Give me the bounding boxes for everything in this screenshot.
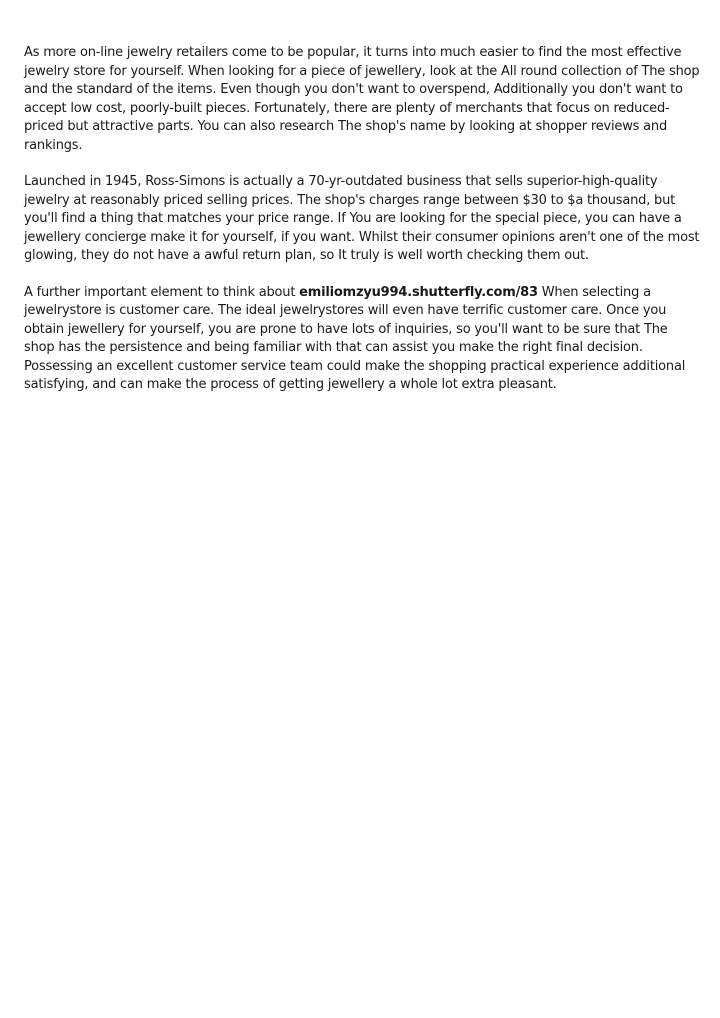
- paragraph-2: Launched in 1945, Ross-Simons is actually a 70-yr-outdated business that sells superior-high-quality jewelry at reasonably priced selling prices. The shop's charges range between $30 to $a thousand, but you'll find a thing that matches your price range. If You are looking for the special piece, you can have a jewellery concierge make it for yourself, if you want. Whilst their consumer opinions aren't one of the most glowing, they do not have a awful return plan, so It truly is well worth checking them out.: [24, 174, 700, 263]
- paragraph-1: As more on-line jewelry retailers come to be popular, it turns into much easier to find the most effective jewelry store for yourself. When looking for a piece of jewellery, look at the All round collection of The shop and the standard of the items. Even though you don't want to overspend, Additionally you don't want to accept low cost, poorly-built pieces. Fortunately, there are plenty of merchants that focus on reduced-priced but attractive parts. You can also research The shop's name by looking at shopper reviews and rankings.: [24, 45, 700, 153]
- paragraph-3-rest: When selecting a jewelrystore is customer care. The ideal jewelrystores will even have terrific customer care. Once you obtain jewellery for yourself, you are prone to have lots of inquiries, so you'll want to be sure that The shop has the persistence and being familiar with that can assist you make the right final decision. Possessing an excellent customer service team could make the shopping practical experience additional satisfying, and can make the process of getting jewellery a whole lot extra pleasant.: [24, 284, 686, 392]
- shutterfly-link[interactable]: emiliomzyu994.shutterfly.com/83: [299, 284, 538, 300]
- paragraph-3-intro: A further important element to think about: [24, 284, 300, 300]
- paragraph-3: [24, 284, 700, 395]
- article-body: [24, 44, 700, 413]
